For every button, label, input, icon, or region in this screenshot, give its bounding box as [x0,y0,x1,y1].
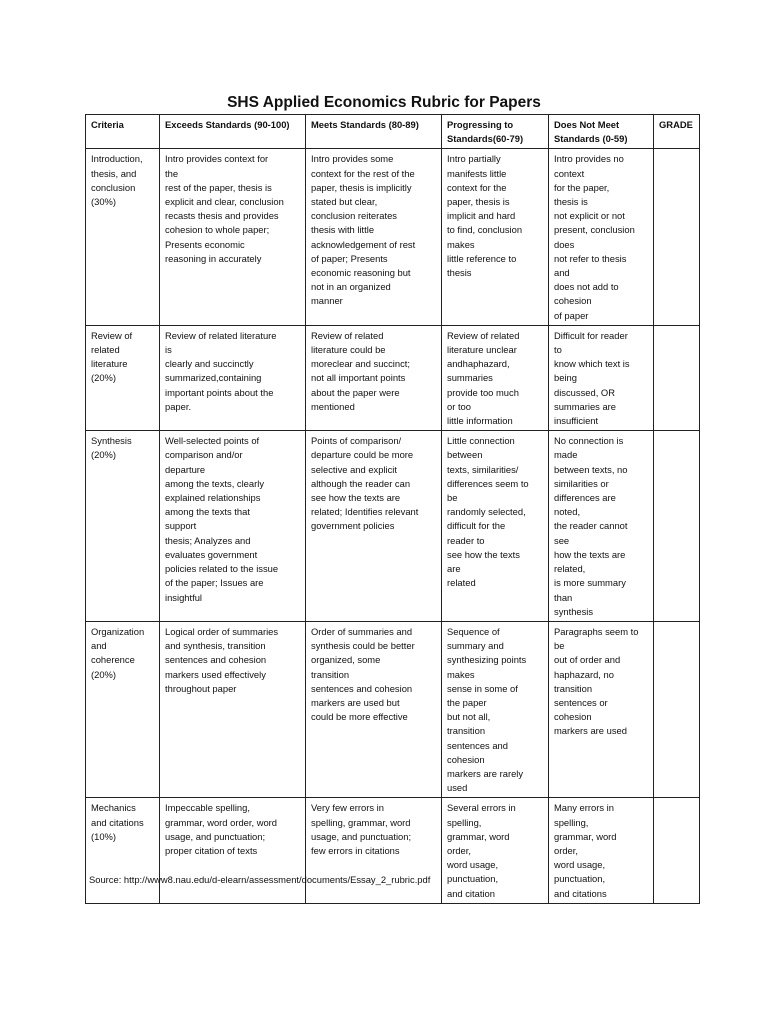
does-not-meet-cell: Difficult for reader to know which text is being discussed, OR summaries are insufficient [549,325,654,430]
grade-cell [654,431,700,622]
header-meets-standards: Meets Standards (80-89) [306,115,442,149]
grade-cell [654,798,700,903]
header-criteria: Criteria [86,115,160,149]
exceeds-cell: Impeccable spelling, grammar, word order, word usage, and punctuation; proper citation of texts [160,798,306,903]
progressing-cell: Intro partially manifests little context for the paper, thesis is implicit and hard to find, conclusion makes little reference to thesis [442,149,549,325]
table-row [86,431,700,622]
meets-cell: Review of related literature could be moreclear and succinct; not all important points about the paper were mentioned [306,325,442,430]
grade-cell [654,325,700,430]
progressing-cell: Little connection between texts, similarities/ differences seem to be randomly selected, difficult for the reader to see how the texts are related [442,431,549,622]
exceeds-cell: Well-selected points of comparison and/or departure among the texts, clearly explained relationships among the texts that support thesis; Analyzes and evaluates government policies related to the issue of the paper; Issues are insightful [160,431,306,622]
criteria-cell: Synthesis (20%) [86,431,160,622]
progressing-cell: Several errors in spelling, grammar, word order, word usage, punctuation, and citation [442,798,549,903]
rubric-table [85,114,700,904]
table-row [86,149,700,325]
progressing-cell: Sequence of summary and synthesizing points makes sense in some of the paper but not all, transition sentences and cohesion markers are rarely used [442,621,549,797]
does-not-meet-cell: Many errors in spelling, grammar, word order, word usage, punctuation, and citations [549,798,654,903]
exceeds-cell: Review of related literature is clearly and succinctly summarized,containing important points about the paper. [160,325,306,430]
does-not-meet-cell: No connection is made between texts, no similarities or differences are noted, the reader cannot see how the texts are related, is more summary than synthesis [549,431,654,622]
meets-cell: Very few errors in spelling, grammar, word usage, and punctuation; few errors in citations [306,798,442,903]
table-row [86,325,700,430]
criteria-cell: Introduction, thesis, and conclusion (30%) [86,149,160,325]
meets-cell: Points of comparison/ departure could be more selective and explicit although the reader can see how the texts are related; Identifies relevant government policies [306,431,442,622]
meets-cell: Intro provides some context for the rest of the paper, thesis is implicitly stated but clear, conclusion reiterates thesis with little acknowledgement of rest of paper; Presents economic reasoning but not in an organized manner [306,149,442,325]
grade-cell [654,149,700,325]
exceeds-cell: Logical order of summaries and synthesis, transition sentences and cohesion markers used effectively throughout paper [160,621,306,797]
page-title: SHS Applied Economics Rubric for Papers [227,94,541,111]
header-does-not-meet-standards: Does Not Meet Standards (0-59) [549,115,654,149]
does-not-meet-cell: Paragraphs seem to be out of order and haphazard, no transition sentences or cohesion markers are used [549,621,654,797]
grade-cell [654,621,700,797]
criteria-cell: Organization and coherence (20%) [86,621,160,797]
progressing-cell: Review of related literature unclear andhaphazard, summaries provide too much or too little information [442,325,549,430]
table-row [86,798,700,903]
header-grade: GRADE [654,115,700,149]
header-exceeds-standards: Exceeds Standards (90-100) [160,115,306,149]
meets-cell: Order of summaries and synthesis could be better organized, some transition sentences and cohesion markers are used but could be more effective [306,621,442,797]
does-not-meet-cell: Intro provides no context for the paper, thesis is not explicit or not present, conclusion does not refer to thesis and does not add to cohesion of paper [549,149,654,325]
table-row [86,621,700,797]
header-row [86,115,700,149]
criteria-cell: Review of related literature (20%) [86,325,160,430]
exceeds-cell: Intro provides context for the rest of the paper, thesis is explicit and clear, conclusion recasts thesis and provides cohesion to whole paper; Presents economic reasoning in accurately [160,149,306,325]
source-citation: Source: http://www8.nau.edu/d-elearn/assessment/documents/Essay_2_rubric.pdf [89,874,431,885]
criteria-cell: Mechanics and citations (10%) [86,798,160,903]
header-progressing-to-standards: Progressing to Standards(60-79) [442,115,549,149]
